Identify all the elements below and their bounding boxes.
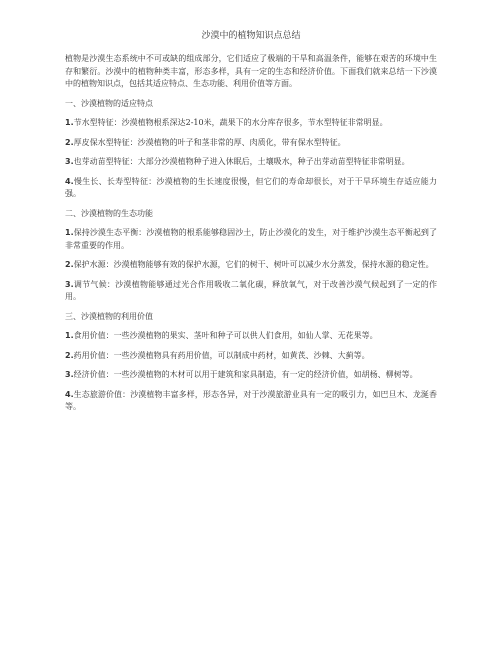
item-text: 慢生长、长寿型特征：沙漠植物的生长速度很慢，但它们的寿命却很长，对于干旱环境生存适应能力强。 [65, 176, 437, 198]
item-number: 1. [65, 331, 74, 340]
list-item [65, 156, 437, 169]
item-text: 也芽动苗型特征：大部分沙漠植物种子进入休眠后，土壤吸水，种子出芽动苗型特征非常明显。 [73, 157, 410, 166]
item-number: 3. [65, 157, 74, 166]
list-item [65, 350, 437, 363]
item-text: 保护水源：沙漠植物能够有效的保护水源，它们的树干、树叶可以减少水分蒸发，保持水源的稳定性。 [73, 260, 434, 269]
item-text: 保持沙漠生态平衡：沙漠植物的根系能够稳固沙土，防止沙漠化的发生，对于维护沙漠生态平衡起到了非常重要的作用。 [65, 228, 437, 250]
list-item [65, 259, 437, 272]
section-heading: 三、沙漠植物的利用价值 [65, 311, 153, 321]
item-text: 食用价值：一些沙漠植物的果实、茎叶和种子可以供人们食用，如仙人掌、无花果等。 [73, 331, 378, 340]
list-item [65, 137, 437, 150]
item-number: 3. [65, 370, 74, 379]
list-item [65, 369, 437, 382]
item-number: 4. [65, 176, 74, 186]
intro-paragraph: 植物是沙漠生态系统中不可或缺的组成部分，它们适应了极端的干旱和高温条件，能够在艰苦的环境中生存和繁衍。沙漠中的植物种类丰富，形态多样，具有一定的生态和经济价值。下面我们就来总结一下沙漠中的植物知识点，包括其适应特点、生态功能、利用价值等方面。 [65, 54, 437, 88]
document-title: 沙漠中的植物知识点总结 [201, 31, 301, 41]
list-item [65, 227, 437, 252]
list-item [65, 279, 437, 304]
list-item [65, 176, 437, 201]
section-heading: 二、沙漠植物的生态功能 [65, 208, 153, 218]
item-text: 厚皮保水型特征：沙漠植物的叶子和茎非常的厚、肉质化，带有保水型特征。 [73, 137, 346, 147]
item-number: 4. [65, 389, 74, 399]
item-number: 1. [65, 118, 74, 127]
item-text: 药用价值：一些沙漠植物具有药用价值，可以制成中药材，如黄芪、沙棘、大蓟等。 [73, 350, 370, 360]
item-text: 经济价值：一些沙漠植物的木材可以用于建筑和家具制造，有一定的经济价值，如胡杨、柳树等。 [73, 370, 418, 379]
item-number: 2. [65, 137, 74, 147]
item-text: 生态旅游价值：沙漠植物丰富多样，形态各异，对于沙漠旅游业具有一定的吸引力，如巴旦木、龙涎香等。 [65, 389, 437, 411]
item-number: 1. [65, 228, 74, 237]
list-item [65, 117, 437, 130]
list-item [65, 389, 437, 414]
document-body [65, 53, 437, 421]
item-text: 节水型特征：沙漠植物根系深达2-10米，蔬果下的水分库存很多，节水型特征非常明显。 [73, 118, 388, 127]
section-heading: 一、沙漠植物的适应特点 [65, 98, 153, 108]
item-text: 调节气候：沙漠植物能够通过光合作用吸收二氧化碳，释放氧气，对于改善沙漠气候起到了一定的作用。 [65, 279, 437, 301]
item-number: 3. [65, 279, 74, 289]
item-number: 2. [65, 260, 74, 269]
list-item [65, 330, 437, 343]
item-number: 2. [65, 350, 74, 360]
